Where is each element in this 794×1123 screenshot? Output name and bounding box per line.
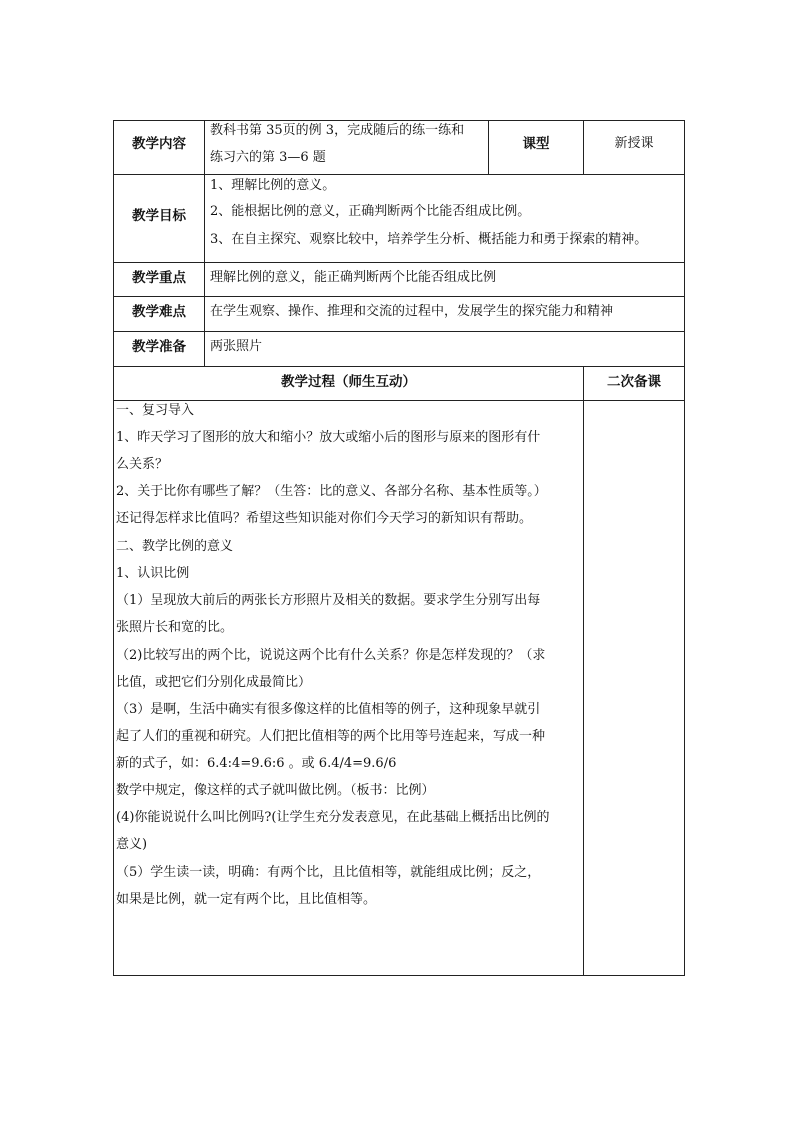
process-line: 么关系？ (116, 457, 169, 472)
table-border (204, 120, 205, 366)
table-border (113, 174, 685, 175)
table-border (113, 400, 685, 401)
objective-item: 2、能根据比例的意义，正确判断两个比能否组成比例。 (210, 204, 531, 219)
table-border (583, 366, 584, 976)
process-line: 一、复习导入 (116, 403, 195, 418)
table-border (113, 296, 685, 297)
process-line: 如果是比例，就一定有两个比，且比值相等。 (116, 892, 377, 907)
key-point-value: 理解比例的意义，能正确判断两个比能否组成比例 (210, 270, 497, 285)
content-line: 教科书第 35页的例 3，完成随后的练一练和 (210, 123, 465, 138)
process-line: 还记得怎样求比值吗？希望这些知识能对你们今天学习的新知识有帮助。 (116, 511, 533, 526)
type-label: 课型 (522, 136, 550, 152)
process-line: (4)你能说说什么叫比例吗?(让学生充分发表意见，在此基础上概括出比例的 (116, 810, 550, 825)
type-value: 新授课 (614, 136, 654, 151)
process-header: 教学过程（师生互动） (281, 374, 416, 390)
table-border (113, 975, 685, 976)
table-border (684, 120, 685, 976)
preparation-label: 教学准备 (132, 339, 186, 355)
process-line: 2、关于比你有哪些了解？（生答：比的意义、各部分名称、基本性质等。） (116, 484, 547, 499)
process-line: 张照片长和宽的比。 (116, 620, 234, 635)
process-line: （5）学生读一读，明确：有两个比，且比值相等，就能组成比例；反之， (116, 865, 541, 880)
secondary-prep-header: 二次备课 (607, 374, 661, 390)
process-line: 新的式子，如：6.4:4=9.6:6 。或 6.4/4=9.6/6 (116, 756, 397, 771)
process-line: 数学中规定，像这样的式子就叫做比例。（板书：比例） (116, 783, 435, 798)
content-line: 练习六的第 3—6 题 (210, 150, 326, 165)
table-border (113, 331, 685, 332)
process-line: 二、教学比例的意义 (116, 539, 234, 554)
key-point-label: 教学重点 (132, 270, 186, 286)
process-line: 意义) (116, 837, 148, 852)
process-line: （3）是啊，生活中确实有很多像这样的比值相等的例子，这种现象早就引 (116, 702, 541, 717)
difficulty-value: 在学生观察、操作、推理和交流的过程中，发展学生的探究能力和精神 (210, 304, 614, 319)
table-border (113, 366, 685, 367)
table-border (113, 120, 114, 976)
preparation-value: 两张照片 (210, 339, 263, 354)
objective-item: 3、在自主探究、观察比较中，培养学生分析、概括能力和勇于探索的精神。 (210, 232, 648, 247)
difficulty-label: 教学难点 (132, 304, 186, 320)
process-line: 1、昨天学习了图形的放大和缩小？放大或缩小后的图形与原来的图形有什 (116, 430, 541, 445)
objectives-label: 教学目标 (132, 208, 186, 224)
process-line: 比值，或把它们分别化成最简比） (116, 675, 312, 690)
objective-item: 1、理解比例的意义。 (210, 178, 336, 193)
content-label: 教学内容 (132, 136, 186, 152)
table-border (113, 262, 685, 263)
process-line: （1）呈现放大前后的两张长方形照片及相关的数据。要求学生分别写出每 (116, 593, 541, 608)
process-line: 起了人们的重视和研究。人们把比值相等的两个比用等号连起来，写成一种 (116, 729, 546, 744)
process-line: 1、认识比例 (116, 566, 190, 581)
process-line: （2)比较写出的两个比，说说这两个比有什么关系？你是怎样发现的？（求 (116, 648, 546, 663)
